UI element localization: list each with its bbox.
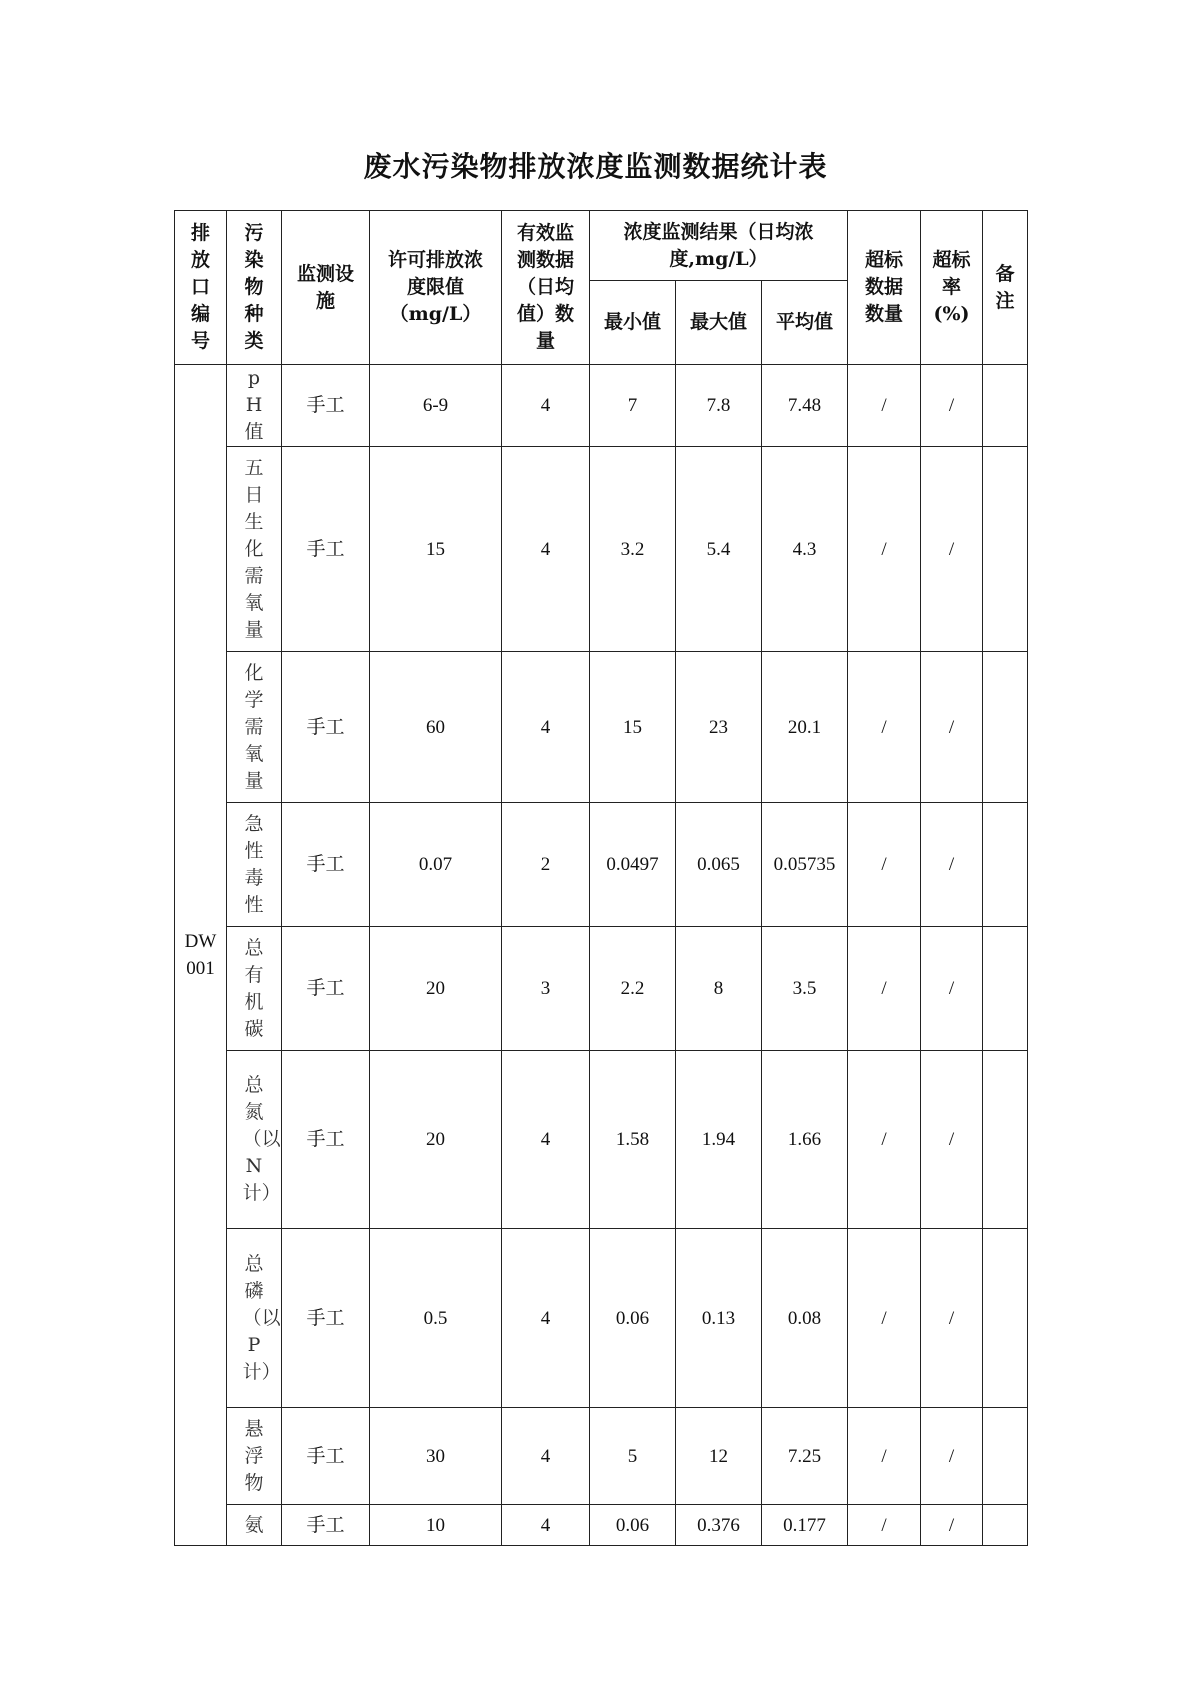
- min-cell: 15: [590, 652, 676, 803]
- exceed-count-cell: /: [848, 652, 921, 803]
- header-remark: 备注: [983, 211, 1028, 365]
- header-exceed-rate: 超标率(%): [921, 211, 983, 365]
- count-cell: 4: [502, 652, 590, 803]
- table-row: [175, 1505, 1028, 1546]
- table-row: [175, 652, 1028, 803]
- max-cell: 0.13: [676, 1229, 762, 1408]
- pollutant-cell: 总有机碳: [227, 927, 282, 1051]
- facility-cell: 手工: [282, 365, 370, 447]
- table-row: [175, 927, 1028, 1051]
- facility-cell: 手工: [282, 803, 370, 927]
- remark-cell: [983, 1505, 1028, 1546]
- exceed-count-cell: /: [848, 1051, 921, 1229]
- header-limit: 许可排放浓度限值（mg/L）: [370, 211, 502, 365]
- outlet-cell: DW001: [175, 365, 227, 1546]
- limit-cell: 30: [370, 1408, 502, 1505]
- limit-cell: 10: [370, 1505, 502, 1546]
- exceed-rate-cell: /: [921, 365, 983, 447]
- limit-cell: 20: [370, 927, 502, 1051]
- max-cell: 8: [676, 927, 762, 1051]
- max-cell: 0.376: [676, 1505, 762, 1546]
- pollutant-cell: 总氮（以N计）: [227, 1051, 282, 1229]
- pollutant-cell: 五日生化需氧量: [227, 447, 282, 652]
- pollutant-cell: 急性毒性: [227, 803, 282, 927]
- avg-cell: 0.08: [762, 1229, 848, 1408]
- exceed-rate-cell: /: [921, 1051, 983, 1229]
- facility-cell: 手工: [282, 1408, 370, 1505]
- max-cell: 7.8: [676, 365, 762, 447]
- exceed-rate-cell: /: [921, 927, 983, 1051]
- pollutant-cell: pH值: [227, 365, 282, 447]
- exceed-rate-cell: /: [921, 1229, 983, 1408]
- header-pollutant: 污染物种类: [227, 211, 282, 365]
- exceed-count-cell: /: [848, 1408, 921, 1505]
- min-cell: 1.58: [590, 1051, 676, 1229]
- min-cell: 5: [590, 1408, 676, 1505]
- count-cell: 4: [502, 1505, 590, 1546]
- header-count: 有效监测数据（日均值）数量: [502, 211, 590, 365]
- facility-cell: 手工: [282, 927, 370, 1051]
- table-row: [175, 1051, 1028, 1229]
- max-cell: 12: [676, 1408, 762, 1505]
- exceed-rate-cell: /: [921, 652, 983, 803]
- header-avg: 平均值: [762, 281, 848, 365]
- remark-cell: [983, 365, 1028, 447]
- pollutant-cell: 总磷（以P计）: [227, 1229, 282, 1408]
- header-result-group: 浓度监测结果（日均浓度,mg/L）: [590, 211, 848, 281]
- remark-cell: [983, 927, 1028, 1051]
- exceed-rate-cell: /: [921, 1505, 983, 1546]
- limit-cell: 6-9: [370, 365, 502, 447]
- max-cell: 0.065: [676, 803, 762, 927]
- header-max: 最大值: [676, 281, 762, 365]
- avg-cell: 0.177: [762, 1505, 848, 1546]
- exceed-count-cell: /: [848, 1229, 921, 1408]
- avg-cell: 1.66: [762, 1051, 848, 1229]
- min-cell: 3.2: [590, 447, 676, 652]
- remark-cell: [983, 1229, 1028, 1408]
- count-cell: 3: [502, 927, 590, 1051]
- min-cell: 0.06: [590, 1505, 676, 1546]
- max-cell: 1.94: [676, 1051, 762, 1229]
- count-cell: 4: [502, 1229, 590, 1408]
- avg-cell: 7.48: [762, 365, 848, 447]
- limit-cell: 20: [370, 1051, 502, 1229]
- table-row: [175, 365, 1028, 447]
- facility-cell: 手工: [282, 1051, 370, 1229]
- limit-cell: 0.5: [370, 1229, 502, 1408]
- remark-cell: [983, 447, 1028, 652]
- limit-cell: 15: [370, 447, 502, 652]
- monitoring-data-table: [174, 210, 1028, 1546]
- exceed-count-cell: /: [848, 447, 921, 652]
- exceed-rate-cell: /: [921, 803, 983, 927]
- count-cell: 4: [502, 1051, 590, 1229]
- exceed-count-cell: /: [848, 365, 921, 447]
- table-row: [175, 1229, 1028, 1408]
- count-cell: 2: [502, 803, 590, 927]
- header-exceed-count: 超标数据数量: [848, 211, 921, 365]
- max-cell: 5.4: [676, 447, 762, 652]
- facility-cell: 手工: [282, 1229, 370, 1408]
- avg-cell: 4.3: [762, 447, 848, 652]
- avg-cell: 20.1: [762, 652, 848, 803]
- count-cell: 4: [502, 365, 590, 447]
- exceed-rate-cell: /: [921, 447, 983, 652]
- pollutant-cell: 悬浮物: [227, 1408, 282, 1505]
- limit-cell: 60: [370, 652, 502, 803]
- table-row: [175, 803, 1028, 927]
- remark-cell: [983, 1408, 1028, 1505]
- exceed-count-cell: /: [848, 927, 921, 1051]
- page-title: 废水污染物排放浓度监测数据统计表: [363, 150, 828, 183]
- max-cell: 23: [676, 652, 762, 803]
- remark-cell: [983, 1051, 1028, 1229]
- avg-cell: 7.25: [762, 1408, 848, 1505]
- count-cell: 4: [502, 1408, 590, 1505]
- remark-cell: [983, 652, 1028, 803]
- facility-cell: 手工: [282, 652, 370, 803]
- pollutant-cell: 氨: [227, 1505, 282, 1546]
- avg-cell: 3.5: [762, 927, 848, 1051]
- header-facility: 监测设施: [282, 211, 370, 365]
- exceed-count-cell: /: [848, 803, 921, 927]
- exceed-count-cell: /: [848, 1505, 921, 1546]
- table-row: [175, 447, 1028, 652]
- table-row: [175, 1408, 1028, 1505]
- min-cell: 0.0497: [590, 803, 676, 927]
- min-cell: 7: [590, 365, 676, 447]
- min-cell: 2.2: [590, 927, 676, 1051]
- header-outlet-no: 排放口编号: [175, 211, 227, 365]
- remark-cell: [983, 803, 1028, 927]
- exceed-rate-cell: /: [921, 1408, 983, 1505]
- facility-cell: 手工: [282, 1505, 370, 1546]
- avg-cell: 0.05735: [762, 803, 848, 927]
- min-cell: 0.06: [590, 1229, 676, 1408]
- facility-cell: 手工: [282, 447, 370, 652]
- header-min: 最小值: [590, 281, 676, 365]
- count-cell: 4: [502, 447, 590, 652]
- limit-cell: 0.07: [370, 803, 502, 927]
- pollutant-cell: 化学需氧量: [227, 652, 282, 803]
